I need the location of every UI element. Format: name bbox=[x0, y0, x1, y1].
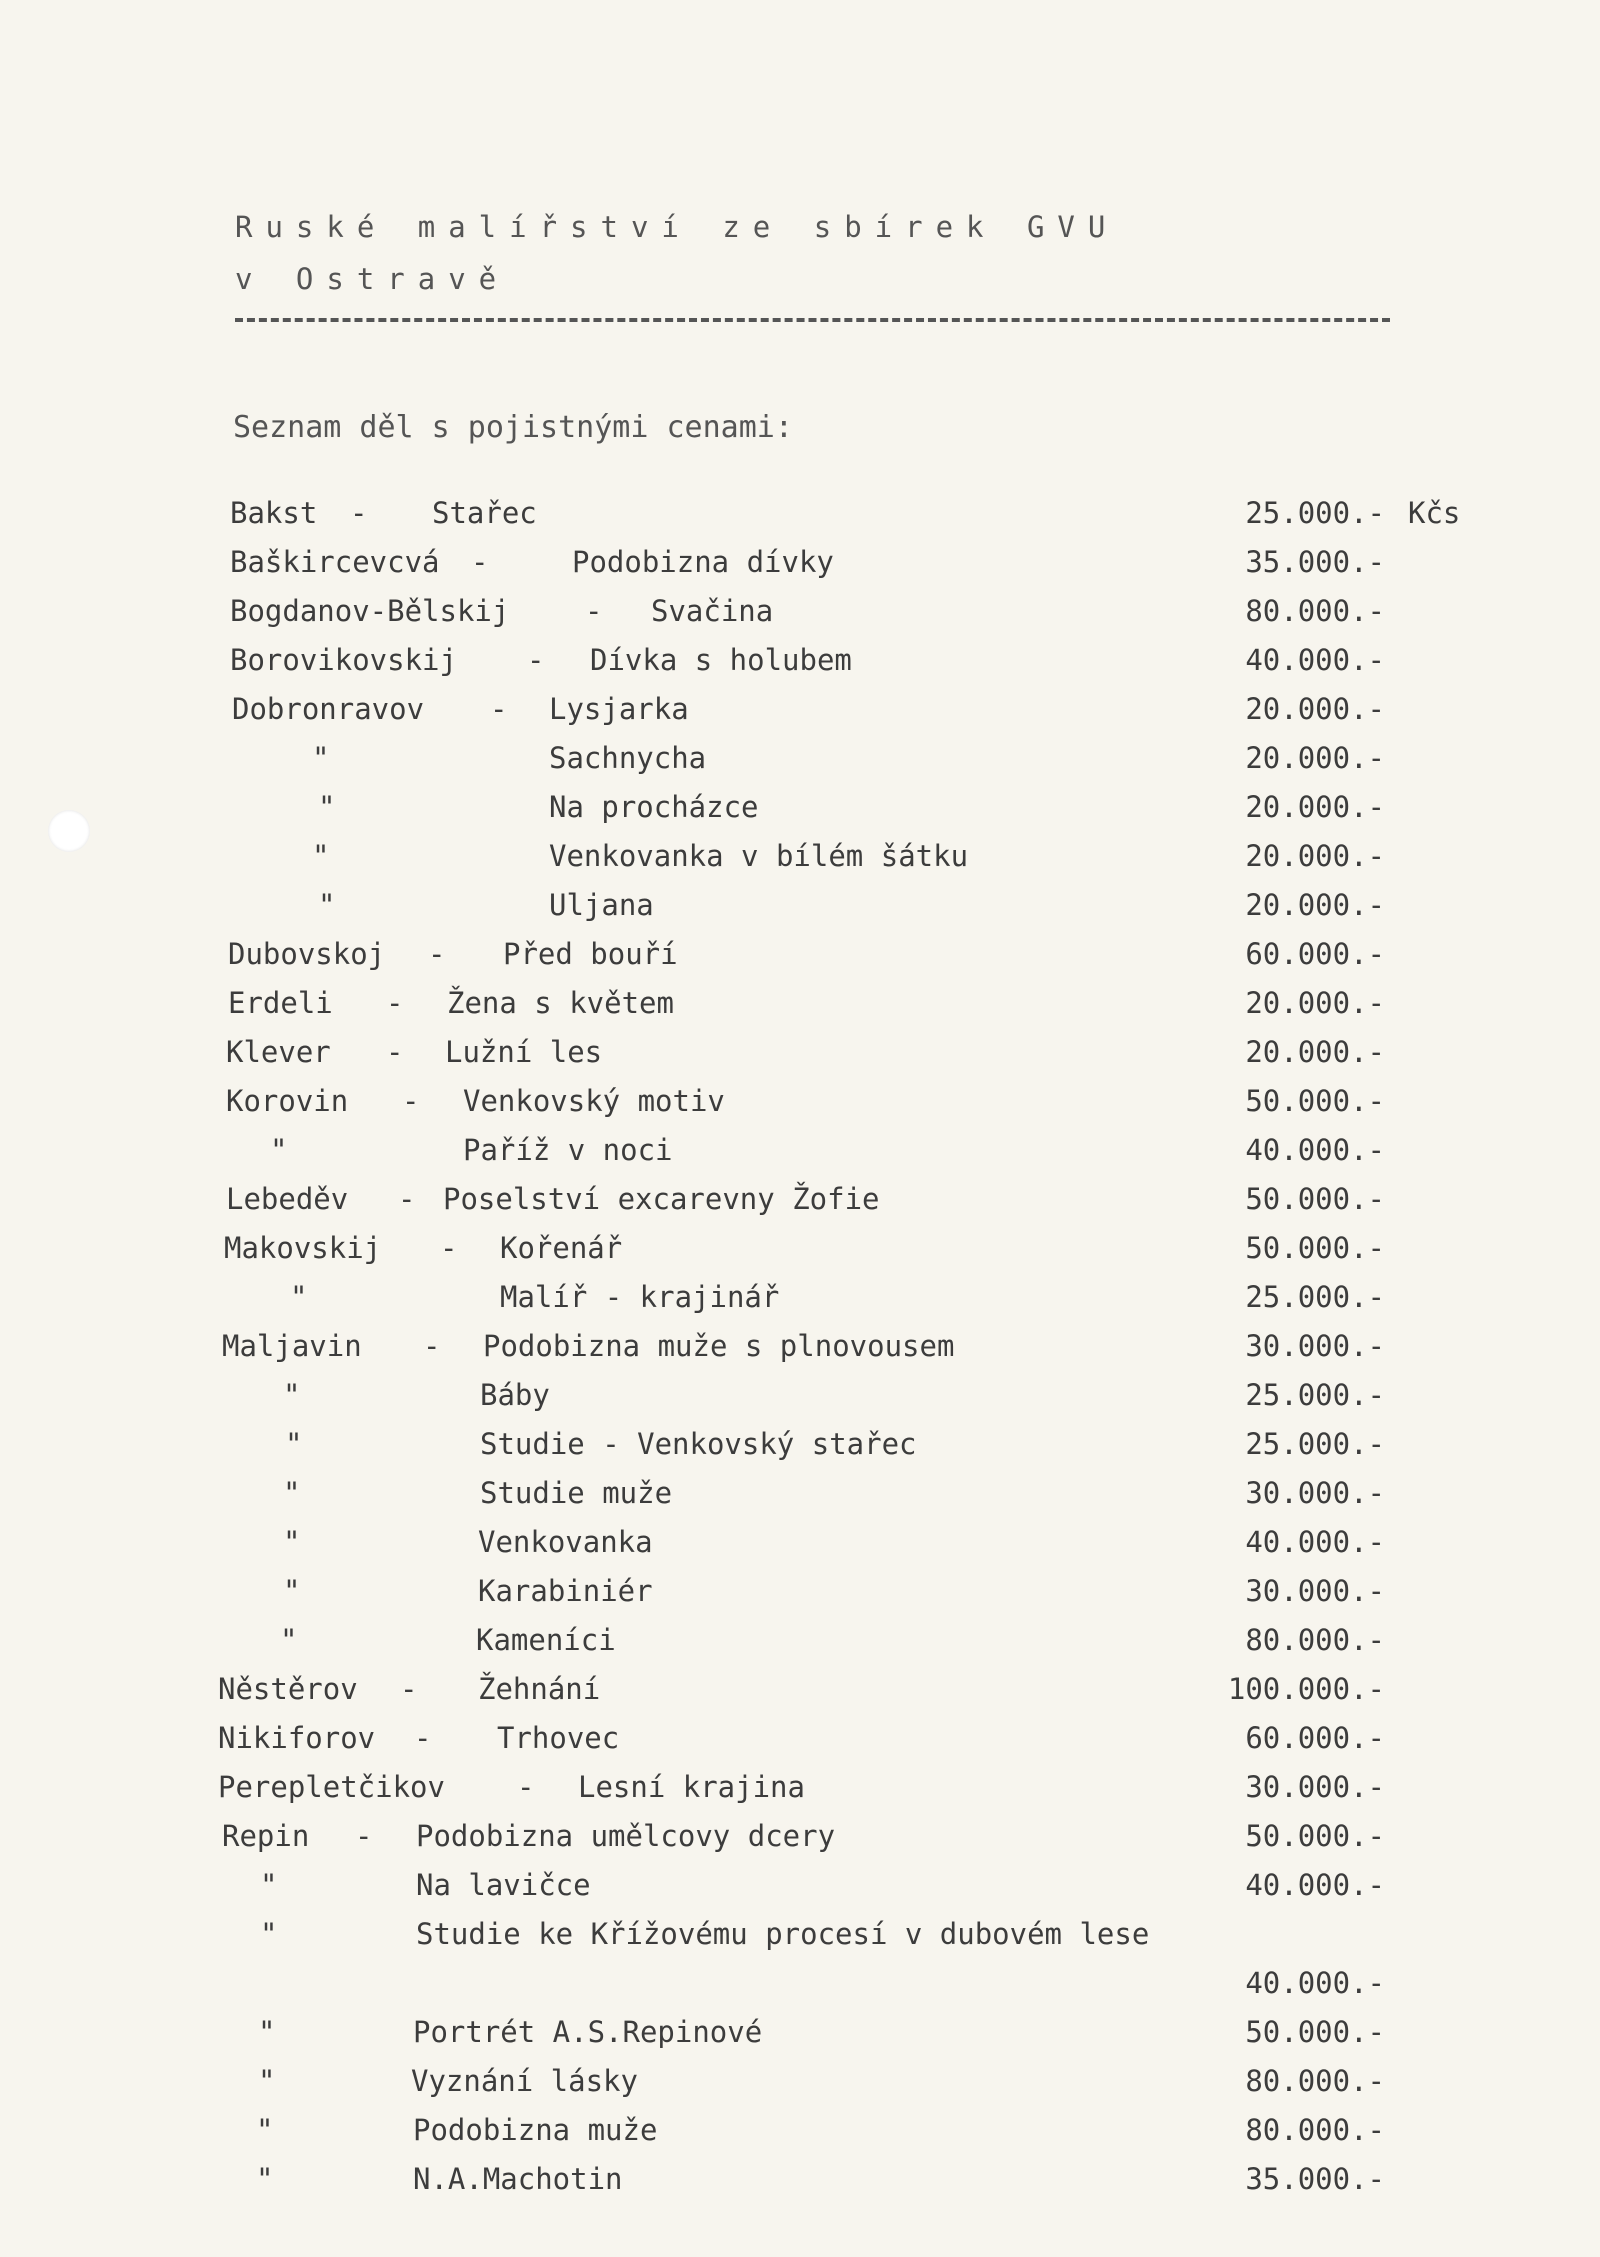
separator-dash: - bbox=[527, 643, 545, 677]
artwork-title: Uljana bbox=[549, 888, 654, 922]
list-item bbox=[0, 1770, 1600, 1816]
currency-label: Kčs bbox=[1408, 496, 1461, 530]
separator-dash: - bbox=[440, 1231, 458, 1265]
artwork-title: Studie - Venkovský stařec bbox=[480, 1427, 917, 1461]
list-item bbox=[0, 1623, 1600, 1669]
artist-name: " bbox=[283, 1525, 301, 1559]
insurance-price: 50.000.- bbox=[1245, 1084, 1385, 1118]
list-item bbox=[0, 1672, 1600, 1718]
artwork-title: Podobizna umělcovy dcery bbox=[416, 1819, 836, 1853]
list-item bbox=[0, 2113, 1600, 2159]
insurance-price: 40.000.- bbox=[1245, 643, 1385, 677]
insurance-price: 25.000.- bbox=[1245, 1378, 1385, 1412]
separator-dash: - bbox=[423, 1329, 441, 1363]
artwork-title: Na procházce bbox=[549, 790, 759, 824]
list-item bbox=[0, 2162, 1600, 2208]
artwork-title: Lužní les bbox=[445, 1035, 603, 1069]
artist-name: Repin bbox=[222, 1819, 310, 1853]
list-item bbox=[0, 986, 1600, 1032]
artist-name: " bbox=[260, 1917, 278, 1951]
insurance-price: 80.000.- bbox=[1245, 2064, 1385, 2098]
artist-name: " bbox=[290, 1280, 308, 1314]
artist-name: " bbox=[283, 1378, 301, 1412]
separator-dash: - bbox=[428, 937, 446, 971]
insurance-price: 40.000.- bbox=[1245, 1868, 1385, 1902]
list-item bbox=[0, 888, 1600, 934]
artwork-title: Karabiniér bbox=[478, 1574, 653, 1608]
artist-name: Bogdanov-Bělskij bbox=[230, 594, 510, 628]
list-item bbox=[0, 1868, 1600, 1914]
list-item bbox=[0, 1182, 1600, 1228]
document-title: Ruské malířství ze sbírek GVU bbox=[235, 210, 1119, 244]
insurance-price: 50.000.- bbox=[1245, 1819, 1385, 1853]
artwork-title: Žena s květem bbox=[447, 986, 674, 1020]
separator-dash: - bbox=[398, 1182, 416, 1216]
artist-name: " bbox=[318, 790, 336, 824]
artist-name: " bbox=[260, 1868, 278, 1902]
artwork-title: Paříž v noci bbox=[463, 1133, 673, 1167]
list-item bbox=[0, 1966, 1600, 2012]
insurance-price: 20.000.- bbox=[1245, 1035, 1385, 1069]
artist-name: Maljavin bbox=[222, 1329, 362, 1363]
insurance-price: 30.000.- bbox=[1245, 1574, 1385, 1608]
separator-dash: - bbox=[400, 1672, 418, 1706]
insurance-price: 40.000.- bbox=[1245, 1525, 1385, 1559]
separator-dash: - bbox=[350, 496, 368, 530]
artist-name: " bbox=[283, 1574, 301, 1608]
artwork-title: Před bouří bbox=[503, 937, 678, 971]
list-item bbox=[0, 1035, 1600, 1081]
separator-dash: - bbox=[402, 1084, 420, 1118]
artist-name: Perepletčikov bbox=[218, 1770, 445, 1804]
insurance-price: 35.000.- bbox=[1245, 2162, 1385, 2196]
insurance-price: 25.000.- bbox=[1245, 496, 1385, 530]
list-item bbox=[0, 496, 1600, 542]
artist-name: Lebeděv bbox=[226, 1182, 349, 1216]
insurance-price: 25.000.- bbox=[1245, 1427, 1385, 1461]
artwork-title: Portrét A.S.Repinové bbox=[413, 2015, 763, 2049]
artist-name: Nikiforov bbox=[218, 1721, 376, 1755]
artwork-title: Poselství excarevny Žofie bbox=[443, 1182, 880, 1216]
artwork-title: Studie ke Křížovému procesí v dubovém lese bbox=[416, 1917, 1150, 1951]
separator-dash: - bbox=[471, 545, 489, 579]
list-item bbox=[0, 1084, 1600, 1130]
artist-name: " bbox=[312, 741, 330, 775]
artwork-title: Kameníci bbox=[476, 1623, 616, 1657]
insurance-price: 30.000.- bbox=[1245, 1770, 1385, 1804]
artwork-title: Na lavičce bbox=[416, 1868, 591, 1902]
artwork-title: Žehnání bbox=[478, 1672, 601, 1706]
artwork-title: Venkovský motiv bbox=[463, 1084, 725, 1118]
list-item bbox=[0, 545, 1600, 591]
artwork-title: Studie muže bbox=[480, 1476, 673, 1510]
list-item bbox=[0, 741, 1600, 787]
artwork-title: Podobizna muže bbox=[413, 2113, 658, 2147]
insurance-price: 30.000.- bbox=[1245, 1476, 1385, 1510]
insurance-price: 20.000.- bbox=[1245, 986, 1385, 1020]
separator-dash: - bbox=[414, 1721, 432, 1755]
title-underline bbox=[235, 318, 1390, 322]
list-item bbox=[0, 1819, 1600, 1865]
artwork-title: Dívka s holubem bbox=[590, 643, 852, 677]
insurance-price: 25.000.- bbox=[1245, 1280, 1385, 1314]
insurance-price: 20.000.- bbox=[1245, 692, 1385, 726]
insurance-price: 50.000.- bbox=[1245, 2015, 1385, 2049]
insurance-price: 30.000.- bbox=[1245, 1329, 1385, 1363]
insurance-price: 50.000.- bbox=[1245, 1231, 1385, 1265]
separator-dash: - bbox=[585, 594, 603, 628]
list-item bbox=[0, 937, 1600, 983]
artwork-title: Svačina bbox=[651, 594, 774, 628]
list-item bbox=[0, 1378, 1600, 1424]
artist-name: " bbox=[256, 2162, 274, 2196]
insurance-price: 40.000.- bbox=[1245, 1133, 1385, 1167]
insurance-price: 20.000.- bbox=[1245, 839, 1385, 873]
artist-name: Klever bbox=[226, 1035, 331, 1069]
list-item bbox=[0, 1231, 1600, 1277]
list-item bbox=[0, 643, 1600, 689]
artist-name: " bbox=[256, 2113, 274, 2147]
insurance-price: 20.000.- bbox=[1245, 790, 1385, 824]
artist-name: Bakst bbox=[230, 496, 318, 530]
insurance-price: 80.000.- bbox=[1245, 1623, 1385, 1657]
artwork-title: Stařec bbox=[432, 496, 537, 530]
list-item bbox=[0, 2064, 1600, 2110]
artist-name: " bbox=[270, 1133, 288, 1167]
artist-name: Dobronravov bbox=[232, 692, 425, 726]
artwork-title: Trhovec bbox=[497, 1721, 620, 1755]
artist-name: " bbox=[318, 888, 336, 922]
artwork-title: Kořenář bbox=[500, 1231, 623, 1265]
artist-name: Něstěrov bbox=[218, 1672, 358, 1706]
artist-name: " bbox=[280, 1623, 298, 1657]
list-item bbox=[0, 1329, 1600, 1375]
artwork-title: Venkovanka v bílém šátku bbox=[549, 839, 969, 873]
separator-dash: - bbox=[386, 1035, 404, 1069]
list-item bbox=[0, 1476, 1600, 1522]
artwork-title: Venkovanka bbox=[478, 1525, 653, 1559]
artwork-title: Sachnycha bbox=[549, 741, 707, 775]
list-item bbox=[0, 1280, 1600, 1326]
insurance-price: 60.000.- bbox=[1245, 937, 1385, 971]
insurance-price: 80.000.- bbox=[1245, 2113, 1385, 2147]
artist-name: Erdeli bbox=[228, 986, 333, 1020]
artist-name: Makovskij bbox=[224, 1231, 382, 1265]
list-item bbox=[0, 1917, 1600, 1963]
insurance-price: 50.000.- bbox=[1245, 1182, 1385, 1216]
artwork-title: Vyznání lásky bbox=[411, 2064, 638, 2098]
artist-name: Dubovskoj bbox=[228, 937, 386, 971]
list-item bbox=[0, 692, 1600, 738]
list-item bbox=[0, 2015, 1600, 2061]
artist-name: " bbox=[258, 2064, 276, 2098]
insurance-price: 20.000.- bbox=[1245, 741, 1385, 775]
artist-name: Borovikovskij bbox=[230, 643, 457, 677]
list-subtitle: Seznam děl s pojistnými cenami: bbox=[233, 410, 793, 445]
artwork-title: Lysjarka bbox=[549, 692, 689, 726]
insurance-price: 80.000.- bbox=[1245, 594, 1385, 628]
list-item bbox=[0, 839, 1600, 885]
separator-dash: - bbox=[355, 1819, 373, 1853]
list-item bbox=[0, 1427, 1600, 1473]
document-title-line2: v Ostravě bbox=[235, 262, 510, 296]
insurance-price: 100.000.- bbox=[1227, 1672, 1385, 1706]
separator-dash: - bbox=[490, 692, 508, 726]
artist-name: " bbox=[312, 839, 330, 873]
list-item bbox=[0, 1133, 1600, 1179]
artist-name: " bbox=[258, 2015, 276, 2049]
artwork-title: Podobizna dívky bbox=[572, 545, 834, 579]
artist-name: " bbox=[283, 1476, 301, 1510]
list-item bbox=[0, 1574, 1600, 1620]
artwork-title: Malíř - krajinář bbox=[500, 1280, 780, 1314]
insurance-price: 60.000.- bbox=[1245, 1721, 1385, 1755]
artwork-title: Lesní krajina bbox=[578, 1770, 805, 1804]
artwork-title: Podobizna muže s plnovousem bbox=[483, 1329, 955, 1363]
list-item bbox=[0, 594, 1600, 640]
separator-dash: - bbox=[386, 986, 404, 1020]
list-item bbox=[0, 1721, 1600, 1767]
separator-dash: - bbox=[517, 1770, 535, 1804]
artwork-title: N.A.Machotin bbox=[413, 2162, 623, 2196]
artwork-title: Báby bbox=[480, 1378, 550, 1412]
artist-name: Baškircevcvá bbox=[230, 545, 440, 579]
list-item bbox=[0, 790, 1600, 836]
artist-name: " bbox=[285, 1427, 303, 1461]
insurance-price: 40.000.- bbox=[1245, 1966, 1385, 2000]
artist-name: Korovin bbox=[226, 1084, 349, 1118]
insurance-price: 35.000.- bbox=[1245, 545, 1385, 579]
insurance-price: 20.000.- bbox=[1245, 888, 1385, 922]
list-item bbox=[0, 1525, 1600, 1571]
